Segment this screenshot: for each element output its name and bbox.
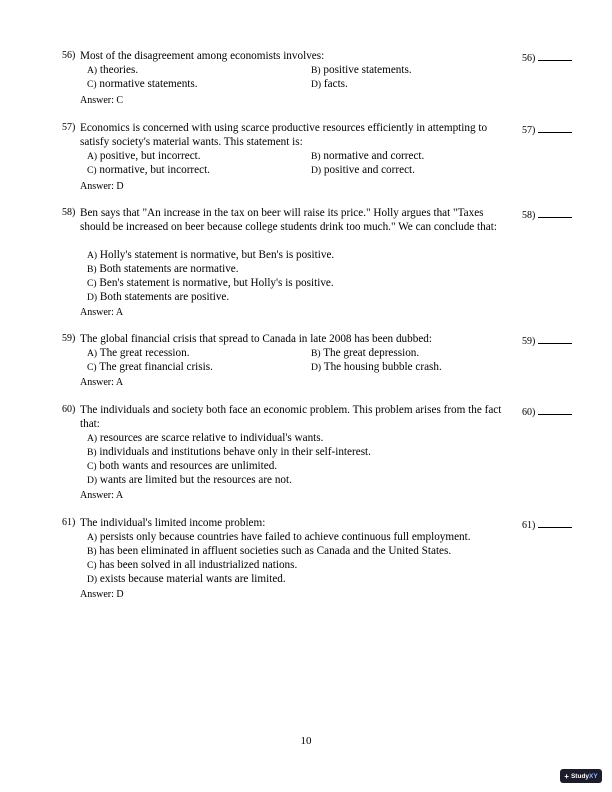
answer-key: Answer: A — [80, 377, 124, 388]
answer-blank: 58) — [522, 207, 572, 221]
question-stem: The global financial crisis that spread to Canada in late 2008 has been dubbed: — [80, 333, 432, 345]
option-d: D) Both statements are positive. — [87, 291, 230, 303]
question-number: 56) — [62, 50, 76, 61]
answer-blank: 57) — [522, 122, 572, 136]
option-d: D) facts. — [311, 78, 348, 90]
answer-blank: 61) — [522, 517, 572, 531]
option-b: B) has been eliminated in affluent societies such as Canada and the United States. — [87, 545, 452, 557]
question-number: 59) — [62, 333, 76, 344]
option-a: A) positive, but incorrect. — [87, 150, 201, 162]
question-stem: Ben says that "An increase in the tax on beer will raise its price." Holly argues that "Taxes should be increased on beer because college students drink too much." We can conclude that: — [80, 207, 497, 233]
question-stem: Economics is concerned with using scarce productive resources efficiently in attempting to satisfy society's material wants. This statement is: — [80, 122, 488, 148]
option-b: B) normative and correct. — [311, 150, 425, 162]
answer-key: Answer: C — [80, 95, 124, 106]
brand-text: StudyXY — [570, 772, 598, 780]
answer-key: Answer: D — [80, 589, 124, 600]
option-d: D) The housing bubble crash. — [311, 361, 442, 373]
plus-icon: + — [564, 771, 569, 781]
answer-key: Answer: D — [80, 181, 124, 192]
question-stem: The individual's limited income problem: — [80, 517, 266, 529]
option-a: A) The great recession. — [87, 347, 190, 359]
option-a: A) resources are scarce relative to individual's wants. — [87, 432, 324, 444]
option-c: C) normative statements. — [87, 78, 198, 90]
question-stem: The individuals and society both face an economic problem. This problem arises from the fact that: — [80, 404, 502, 430]
option-c: C) Ben's statement is normative, but Holly's is positive. — [87, 277, 334, 289]
option-c: C) The great financial crisis. — [87, 361, 213, 373]
question-number: 58) — [62, 207, 76, 218]
option-d: D) positive and correct. — [311, 164, 415, 176]
question-number: 60) — [62, 404, 76, 415]
answer-blank: 60) — [522, 404, 572, 418]
option-c: C) normative, but incorrect. — [87, 164, 210, 176]
answer-key: Answer: A — [80, 490, 124, 501]
option-a: A) theories. — [87, 64, 139, 76]
option-a: A) Holly's statement is normative, but Ben's is positive. — [87, 249, 335, 261]
option-b: B) individuals and institutions behave only in their self-interest. — [87, 446, 371, 458]
option-b: B) Both statements are normative. — [87, 263, 239, 275]
option-d: D) wants are limited but the resources are not. — [87, 474, 292, 486]
answer-blank: 59) — [522, 333, 572, 347]
page-number: 10 — [300, 735, 312, 747]
answer-blank: 56) — [522, 50, 572, 64]
question-stem: Most of the disagreement among economists involves: — [80, 50, 325, 62]
answer-key: Answer: A — [80, 307, 124, 318]
question-number: 57) — [62, 122, 76, 133]
question-number: 61) — [62, 517, 76, 528]
studyxy-watermark[interactable] — [560, 769, 602, 783]
option-a: A) persists only because countries have failed to achieve continuous full employment. — [87, 531, 471, 543]
option-c: C) has been solved in all industrialized nations. — [87, 559, 298, 571]
option-b: B) positive statements. — [311, 64, 412, 76]
option-b: B) The great depression. — [311, 347, 420, 359]
option-c: C) both wants and resources are unlimited. — [87, 460, 278, 472]
option-d: D) exists because material wants are limited. — [87, 573, 286, 585]
